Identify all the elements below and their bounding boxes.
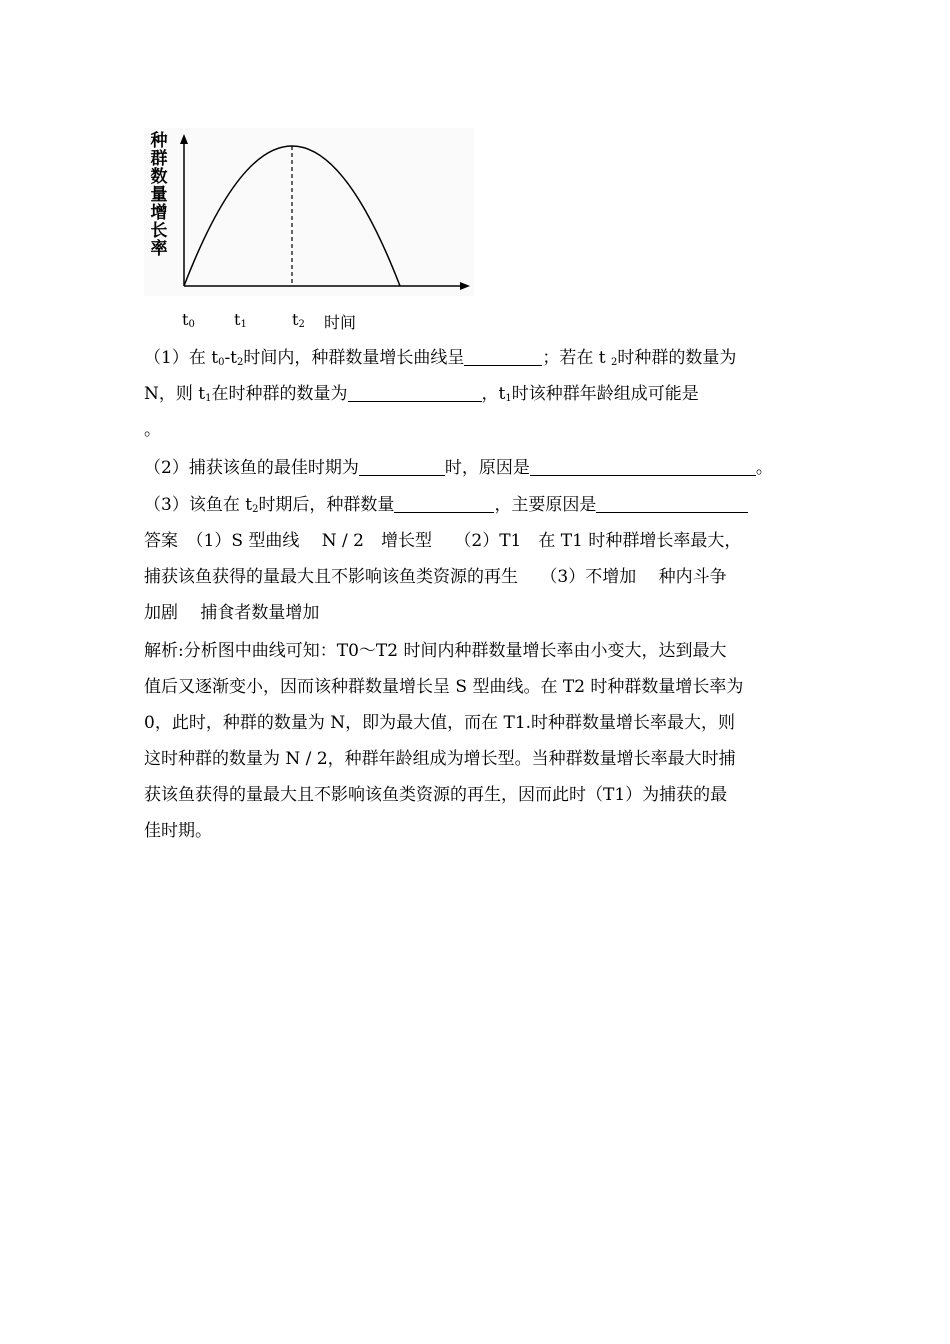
y-label-char: 长 <box>150 221 168 241</box>
y-label-char: 增 <box>150 203 168 223</box>
q2-blank-1[interactable] <box>359 455 445 476</box>
tick-t2: $t_2$ <box>292 310 305 330</box>
q3-blank-1[interactable] <box>394 492 494 513</box>
tick-t1: $t_1$ <box>234 310 247 330</box>
y-label-char: 种 <box>150 131 168 151</box>
analysis-line: 0，此时，种群的数量为 N，即为最大值，而在 T1.时种群数量增长率最大，则 <box>144 713 736 733</box>
y-label-char: 量 <box>150 185 168 205</box>
analysis-line: 解析:分析图中曲线可知：T0～T2 时间内种群数量增长率由小变大，达到最大 <box>144 641 727 661</box>
answer-line-1: 答案 （1）S 型曲线 N / 2 增长型 （2）T1 在 T1 时种群增长率最大， <box>144 531 742 551</box>
x-axis-label: 时间 <box>324 313 357 332</box>
q3-blank-2[interactable] <box>596 492 748 513</box>
analysis-line: 这时种群的数量为 N / 2，种群年龄组成为增长型。当种群数量增长率最大时捕 <box>144 749 736 769</box>
answer-line-2: 捕获该鱼获得的量最大且不影响该鱼类资源的再生 （3）不增加 种内斗争 <box>144 567 727 587</box>
question-3: （3）该鱼在 $t_2$时期后，种群数量 ，主要原因是 <box>144 487 808 523</box>
x-axis-arrow <box>460 282 470 290</box>
answer-block <box>144 523 808 631</box>
q1-blank-1[interactable] <box>464 345 542 366</box>
q1-line-2: N，则 $t_1$在时种群的数量为 ，$t_1$时该种群年龄组成可能是 <box>144 376 808 412</box>
y-label-char: 数 <box>150 167 168 187</box>
analysis-block <box>144 633 808 849</box>
x-axis-labels <box>144 310 474 334</box>
analysis-line: 值后又逐渐变小，因而该种群数量增长呈 S 型曲线。在 T2 时种群数量增长率为 <box>144 677 744 697</box>
answer-line-3: 加剧 捕食者数量增加 <box>144 603 320 623</box>
analysis-line: 佳时期。 <box>144 821 212 841</box>
question-2: （2）捕获该鱼的最佳时期为 时，原因是 。 <box>144 450 808 486</box>
y-label-char: 率 <box>150 239 168 259</box>
q1-blank-2[interactable] <box>348 381 482 402</box>
analysis-line: 获该鱼获得的量最大且不影响该鱼类资源的再生，因而此时（T1）为捕获的最 <box>144 785 728 805</box>
q1-line-3: 。 <box>144 420 161 440</box>
q2-blank-2[interactable] <box>530 455 756 476</box>
tick-t0: $t_0$ <box>182 310 195 330</box>
question-1 <box>144 340 808 448</box>
y-label-char: 群 <box>150 149 168 169</box>
growth-rate-figure <box>144 128 474 296</box>
y-axis-arrow <box>180 134 188 144</box>
q1-line-1: （1）在 $t_0-t_2$时间内，种群数量增长曲线呈 ；若在 t $_2$时种群的数量为 <box>144 340 808 376</box>
curve-plot <box>144 128 474 296</box>
